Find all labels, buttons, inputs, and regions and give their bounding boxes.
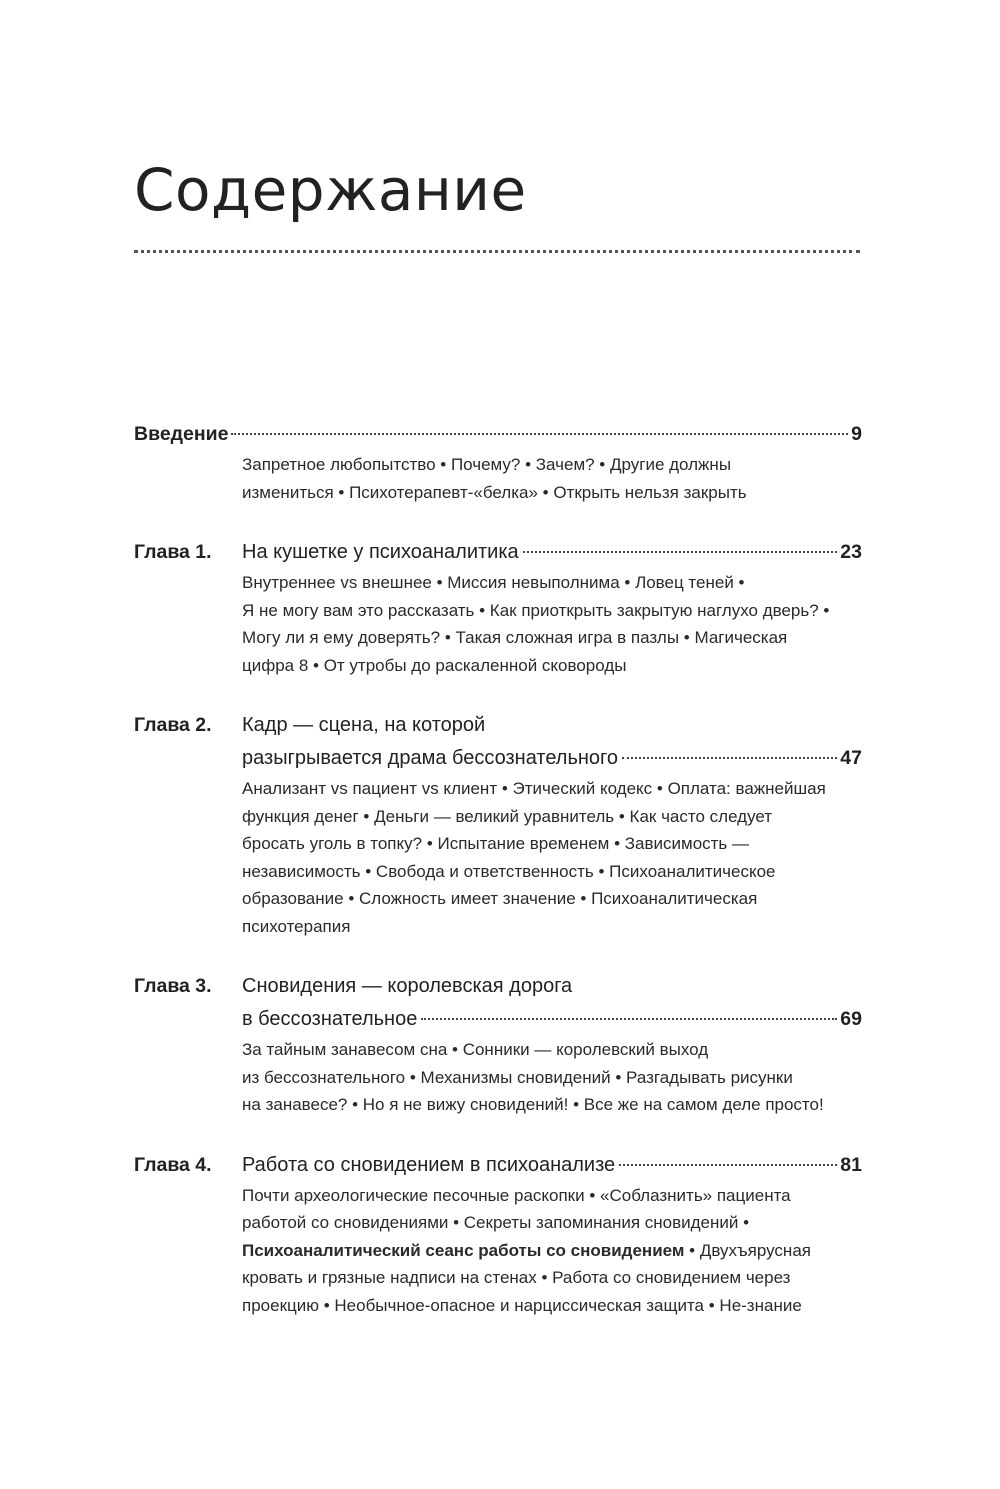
subtopic-line: из бессознательного • Механизмы сновидений • Разгадывать рисунки [242,1067,793,1087]
toc-entry-chapter-2[interactable] [134,709,862,940]
dot-leader [421,1018,837,1020]
page-number: 9 [851,423,862,445]
toc-entry-header [134,418,862,451]
subtopic-line: функция денег • Деньги — великий уравнитель • Как часто следует [242,806,773,826]
dot-leader [622,757,837,759]
chapter-title [242,1003,862,1036]
chapter-label: Глава 3. [134,975,212,997]
subtopic-line: Я не могу вам это рассказать • Как приоткрыть закрытую наглухо дверь? • [242,600,830,620]
title-dotted-rule [134,250,860,253]
subtopic-line: цифра 8 • От утробы до раскаленной сковороды [242,655,627,675]
page-number: 23 [840,541,862,563]
entry-subtopics [242,775,862,940]
subtopic-line: образование • Сложность имеет значение • Психоаналитическая [242,889,758,908]
dot-leader [523,551,838,553]
dot-leader [619,1164,837,1166]
subtopic-bold: Психоаналитический сеанс работы со сновидением [242,1240,685,1260]
entry-subtopics [242,1182,862,1320]
subtopic-line: Анализант vs пациент vs клиент • Этический кодекс • Оплата: важнейшая [242,779,826,798]
chapter-title-text: Сновидения — королевская дорога [242,975,573,997]
toc-entry-chapter-1[interactable] [134,536,862,679]
entry-label: Введение [134,423,229,445]
page-number: 47 [840,747,862,769]
chapter-title-text: в бессознательное [242,1008,418,1030]
subtopic-line: проекцию • Необычное-опасное и нарциссическая защита • Не-знание [242,1295,802,1315]
dot-leader [231,433,849,435]
page-number: 81 [840,1153,862,1176]
toc-entry-intro[interactable] [134,418,862,506]
subtopic-line: измениться • Психотерапевт-«белка» • Открыть нельзя закрыть [242,482,747,502]
chapter-label: Глава 4. [134,1153,212,1176]
subtopic-line: на занавесе? • Но я не вижу сновидений! • Все же на самом деле просто! [242,1095,824,1114]
chapter-label: Глава 2. [134,714,212,736]
subtopic-line: работой со сновидениями • Секреты запоминания сновидений • [242,1213,750,1232]
chapter-title-text: Кадр — сцена, на которой [242,714,486,736]
chapter-title [242,1149,862,1182]
entry-subtopics [242,451,862,506]
chapter-title [242,709,862,742]
chapter-label: Глава 1. [134,541,212,563]
subtopic-line: кровать и грязные надписи на стенах • Работа со сновидением через [242,1268,791,1287]
subtopic-line: Внутреннее vs внешнее • Миссия невыполнима • Ловец теней • [242,573,745,592]
chapter-title [242,970,862,1003]
subtopic-line: бросать уголь в топку? • Испытание временем • Зависимость — [242,834,750,853]
subtopic-line: Могу ли я ему доверять? • Такая сложная игра в пазлы • Магическая [242,628,788,647]
subtopic-rest: • Двухъярусная [684,1240,811,1260]
subtopic-line: За тайным занавесом сна • Сонники — королевский выход [242,1040,709,1059]
chapter-title-text: Работа со сновидением в психоанализе [242,1153,616,1176]
chapter-title [242,536,862,569]
chapter-title-text: На кушетке у психоаналитика [242,541,519,563]
subtopic-line: Почти археологические песочные раскопки • «Соблазнить» пациента [242,1185,791,1205]
subtopic-line: независимость • Свобода и ответственность • Психоаналитическое [242,861,776,881]
subtopic-line [242,1237,862,1265]
table-of-contents [134,418,862,1349]
entry-subtopics [242,569,862,679]
subtopic-line: Запретное любопытство • Почему? • Зачем? • Другие должны [242,455,732,474]
page-title: Содержание [134,156,527,224]
page-number: 69 [840,1008,862,1030]
toc-entry-chapter-3[interactable] [134,970,862,1119]
chapter-title-text: разыгрывается драма бессознательного [242,747,619,769]
subtopic-line: психотерапия [242,916,351,936]
entry-subtopics [242,1036,862,1119]
toc-entry-chapter-4[interactable] [134,1149,862,1320]
chapter-title [242,742,862,775]
